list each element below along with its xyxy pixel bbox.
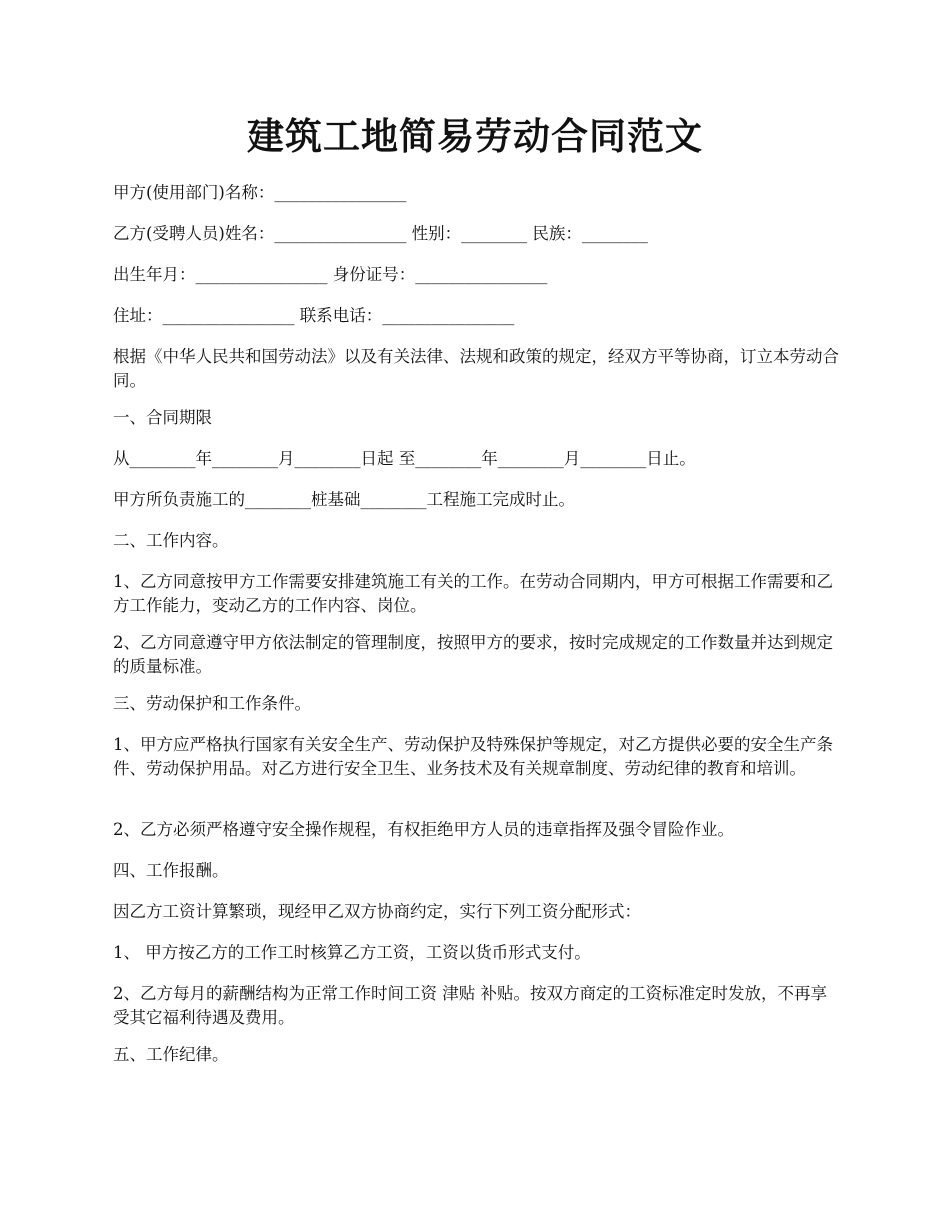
wage-item-1: 1、 甲方按乙方的工作工时核算乙方工资，工资以货币形式支付。 — [113, 943, 591, 962]
address-phone-line: 住址：________________ 联系电话：________________ — [113, 306, 515, 325]
section-heading-3: 三、劳动保护和工作条件。 — [113, 694, 311, 713]
section-heading-1: 一、合同期限 — [113, 408, 212, 427]
section-heading-2: 二、工作内容。 — [113, 531, 229, 550]
preamble-paragraph: 根据《中华人民共和国劳动法》以及有关法律、法规和政策的规定，经双方平等协商，订立本劳动合同。 — [113, 347, 839, 390]
section-heading-4: 四、工作报酬。 — [113, 861, 229, 880]
document-title: 建筑工地简易劳动合同范文 — [247, 114, 703, 158]
section-heading-5: 五、工作纪律。 — [113, 1045, 229, 1064]
party-b-info-line: 乙方(受聘人员)姓名：________________ 性别：________ 民族：________ — [113, 224, 648, 243]
wage-intro-paragraph: 因乙方工资计算繁琐，现经甲乙双方协商约定，实行下列工资分配形式： — [113, 902, 641, 921]
party-a-name-line: 甲方(使用部门)名称：________________ — [113, 183, 407, 202]
labor-protection-item-2: 2、乙方必须严格遵守安全操作规程，有权拒绝甲方人员的违章指挥及强令冒险作业。 — [113, 820, 734, 839]
contract-term-line: 从________年________月________日起 至________年________月________日止。 — [113, 449, 696, 468]
wage-item-2: 2、乙方每月的薪酬结构为正常工作时间工资 津贴 补贴。按双方商定的工资标准定时发放，不再享受其它福利待遇及费用。 — [113, 984, 827, 1027]
work-content-item-2: 2、乙方同意遵守甲方依法制定的管理制度，按照甲方的要求，按时完成规定的工作数量并达到规定的质量标准。 — [113, 633, 833, 676]
project-completion-line: 甲方所负责施工的________桩基础________工程施工完成时止。 — [113, 490, 575, 509]
birth-id-line: 出生年月：________________ 身份证号：________________ — [113, 265, 548, 284]
labor-protection-item-1: 1、甲方应严格执行国家有关安全生产、劳动保护及特殊保护等规定，对乙方提供必要的安全生产条件、劳动保护用品。对乙方进行安全卫生、业务技术及有关规章制度、劳动纪律的教育和培训。 — [113, 735, 833, 778]
work-content-item-1: 1、乙方同意按甲方工作需要安排建筑施工有关的工作。在劳动合同期内，甲方可根据工作需要和乙方工作能力，变动乙方的工作内容、岗位。 — [113, 572, 833, 615]
